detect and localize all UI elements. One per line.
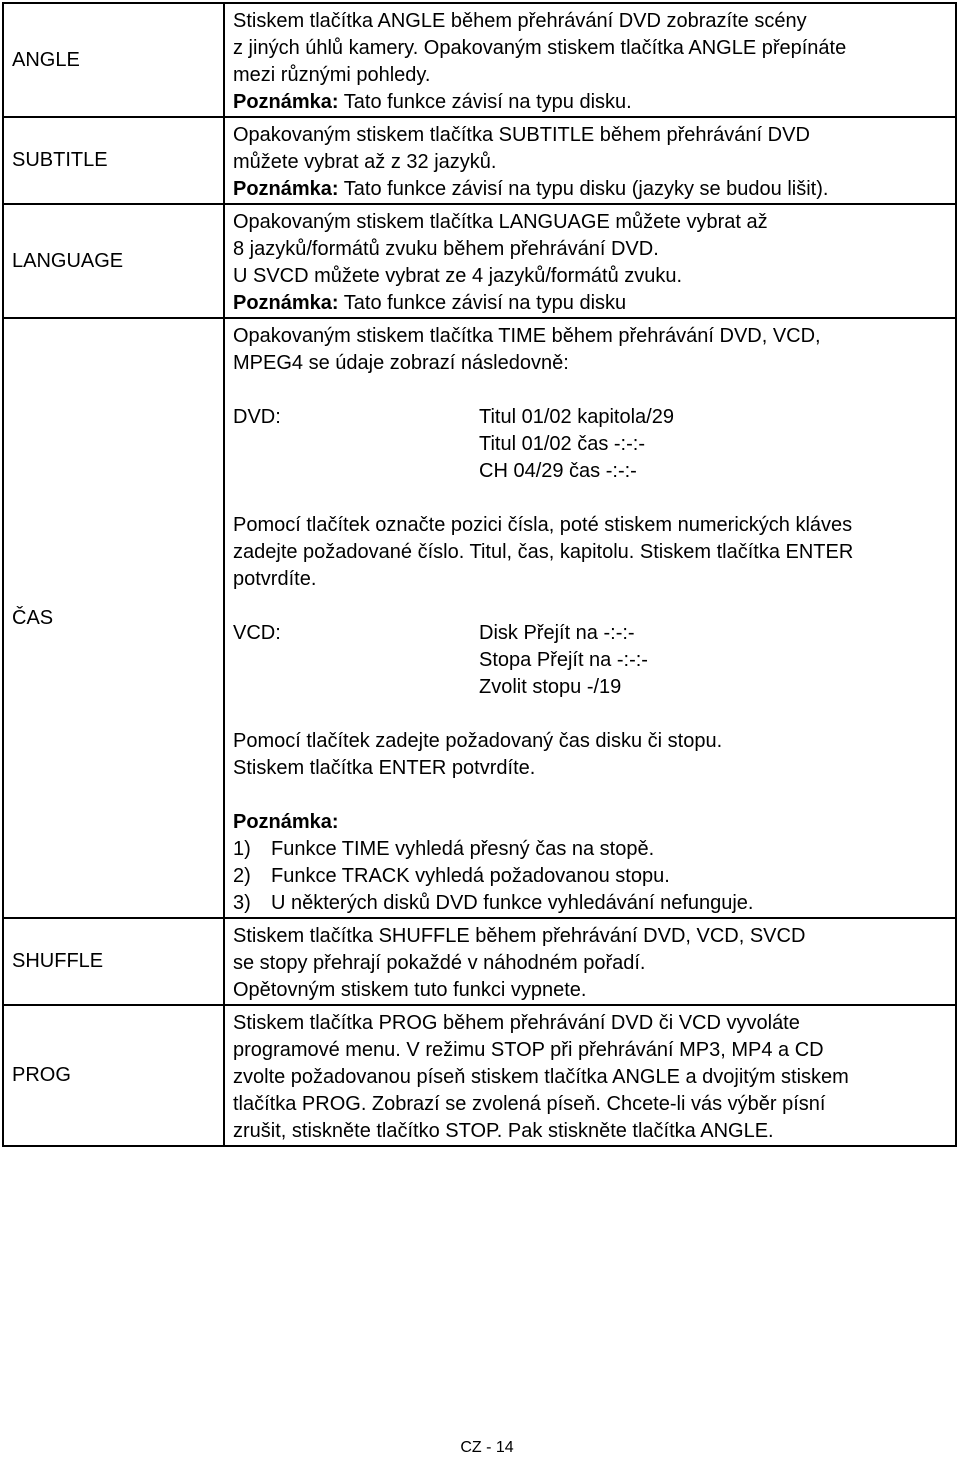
- vcd-label: VCD:: [233, 622, 281, 644]
- desc-prog: [224, 1005, 956, 1146]
- page-number: CZ - 14: [460, 1439, 514, 1456]
- text-line: potvrdíte.: [233, 568, 317, 590]
- text-line: můžete vybrat až z 32 jazyků.: [233, 151, 497, 173]
- note-text: Tato funkce závisí na typu disku: [338, 292, 627, 314]
- note-text: Funkce TIME vyhledá přesný čas na stopě.: [271, 838, 655, 860]
- text-line: tlačítka PROG. Zobrazí se zvolená píseň. Chcete-li vás výběr písní: [233, 1093, 826, 1115]
- key-label: ANGLE: [12, 48, 80, 71]
- note-number: 1): [233, 838, 251, 860]
- key-language: [3, 204, 224, 318]
- note-label: Poznámka:: [233, 292, 339, 314]
- text-line: programové menu. V režimu STOP při přehrávání MP3, MP4 a CD: [233, 1039, 824, 1061]
- key-prog: [3, 1005, 224, 1146]
- text-line: U SVCD můžete vybrat ze 4 jazyků/formátů zvuku.: [233, 265, 683, 287]
- desc-subtitle: [224, 117, 956, 204]
- vcd-value: Disk Přejít na -:-:-: [479, 622, 635, 644]
- page-footer: [0, 1438, 960, 1458]
- vcd-value: Zvolit stopu -/19: [479, 676, 622, 698]
- row-shuffle: [3, 918, 956, 1005]
- key-shuffle: [3, 918, 224, 1005]
- note-text: U některých disků DVD funkce vyhledávání nefunguje.: [271, 892, 754, 914]
- text-line: mezi různými pohledy.: [233, 64, 431, 86]
- text-line: Stiskem tlačítka PROG během přehrávání DVD či VCD vyvoláte: [233, 1012, 800, 1034]
- vcd-display-block: [233, 620, 949, 701]
- text-line: Stiskem tlačítka ENTER potvrdíte.: [233, 757, 536, 779]
- desc-shuffle: [224, 918, 956, 1005]
- note-item: [233, 863, 949, 890]
- key-label: SHUFFLE: [12, 950, 104, 972]
- note-line: [233, 176, 949, 203]
- desc-language: [224, 204, 956, 318]
- text-line: Opakovaným stiskem tlačítka TIME během přehrávání DVD, VCD,: [233, 325, 821, 347]
- key-label: PROG: [12, 1064, 71, 1086]
- note-item: [233, 890, 949, 917]
- dvd-value: Titul 01/02 čas -:-:-: [479, 433, 645, 455]
- dvd-display-block: [233, 404, 949, 485]
- note-text: Funkce TRACK vyhledá požadovanou stopu.: [271, 865, 670, 887]
- text-line: zadejte požadované číslo. Titul, čas, kapitolu. Stiskem tlačítka ENTER: [233, 541, 854, 563]
- text-line: Opakovaným stiskem tlačítka SUBTITLE během přehrávání DVD: [233, 124, 810, 146]
- text-line: Pomocí tlačítek zadejte požadovaný čas disku či stopu.: [233, 730, 723, 752]
- note-text: Tato funkce závisí na typu disku.: [338, 91, 632, 113]
- note-label: Poznámka:: [233, 91, 339, 113]
- desc-angle: [224, 3, 956, 117]
- row-language: [3, 204, 956, 318]
- note-line: [233, 290, 949, 317]
- desc-cas: [224, 318, 956, 918]
- text-line: Stiskem tlačítka SHUFFLE během přehrávání DVD, VCD, SVCD: [233, 925, 806, 947]
- key-subtitle: [3, 117, 224, 204]
- row-angle: [3, 3, 956, 117]
- row-subtitle: [3, 117, 956, 204]
- key-label: LANGUAGE: [12, 249, 124, 272]
- text-line: MPEG4 se údaje zobrazí následovně:: [233, 352, 569, 374]
- text-line: Pomocí tlačítek označte pozici čísla, poté stiskem numerických kláves: [233, 514, 853, 536]
- note-number: 2): [233, 865, 251, 887]
- text-line: z jiných úhlů kamery. Opakovaným stiskem tlačítka ANGLE přepínáte: [233, 37, 847, 59]
- dvd-label: DVD:: [233, 406, 281, 428]
- text-line: se stopy přehrají pokaždé v náhodném pořadí.: [233, 952, 646, 974]
- dvd-value: CH 04/29 čas -:-:-: [479, 460, 637, 482]
- key-label: SUBTITLE: [12, 149, 108, 171]
- note-line: [233, 89, 949, 116]
- text-line: zvolte požadovanou píseň stiskem tlačítka ANGLE a dvojitým stiskem: [233, 1066, 849, 1088]
- text-line: 8 jazyků/formátů zvuku během přehrávání DVD.: [233, 238, 659, 260]
- text-line: Stiskem tlačítka ANGLE během přehrávání DVD zobrazíte scény: [233, 10, 807, 32]
- dvd-value: Titul 01/02 kapitola/29: [479, 406, 674, 428]
- function-table: [2, 2, 957, 1147]
- note-item: [233, 836, 949, 863]
- row-cas: [3, 318, 956, 918]
- text-line: zrušit, stiskněte tlačítko STOP. Pak stiskněte tlačítka ANGLE.: [233, 1120, 774, 1142]
- key-label: ČAS: [12, 606, 54, 629]
- key-angle: [3, 3, 224, 117]
- row-prog: [3, 1005, 956, 1146]
- note-label: Poznámka:: [233, 178, 339, 200]
- vcd-value: Stopa Přejít na -:-:-: [479, 649, 648, 671]
- vcd-values: [479, 620, 648, 701]
- key-cas: [3, 318, 224, 918]
- note-number: 3): [233, 892, 251, 914]
- dvd-values: [479, 404, 674, 485]
- text-line: Opětovným stiskem tuto funkci vypnete.: [233, 979, 587, 1001]
- note-text: Tato funkce závisí na typu disku (jazyky se budou lišit).: [338, 178, 829, 200]
- text-line: Opakovaným stiskem tlačítka LANGUAGE můžete vybrat až: [233, 211, 768, 233]
- note-label: Poznámka:: [233, 811, 339, 833]
